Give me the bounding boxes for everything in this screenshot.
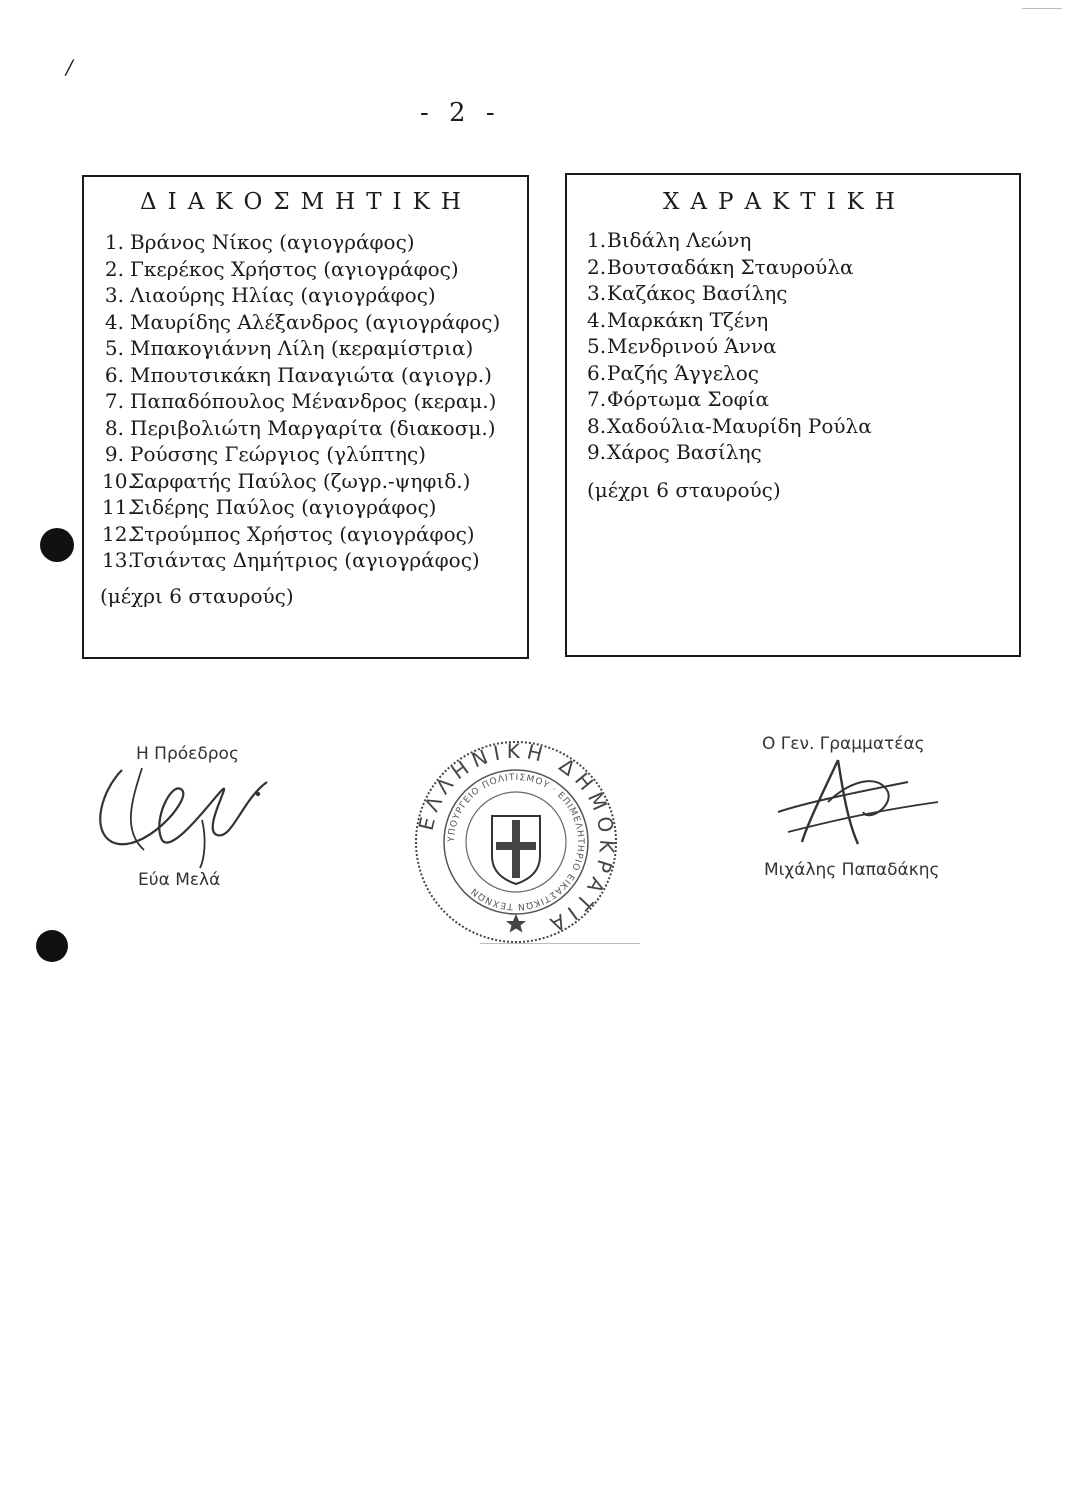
box-title: ΧΑΡΑΚΤΙΚΗ: [663, 189, 906, 215]
list-item: [102, 309, 500, 336]
list-item: [102, 362, 500, 389]
item-number: 6.: [587, 360, 607, 385]
list-item: [587, 386, 872, 413]
item-number: 8.: [104, 415, 124, 440]
item-number: 4.: [587, 307, 607, 332]
scan-artifact-line: [480, 943, 640, 944]
list-item: [102, 441, 500, 468]
item-number: 7.: [104, 389, 124, 413]
list-item: [102, 468, 500, 495]
item-text: Βουτσαδάκη Σταυρούλα: [607, 254, 854, 279]
list-item: [102, 547, 500, 574]
page-number: - 2 -: [420, 98, 501, 128]
item-number: 13.: [102, 548, 134, 572]
item-number: 7.: [587, 387, 607, 411]
item-text: Μενδρινού Άννα: [607, 334, 777, 358]
box-title: ΔΙΑΚΟΣΜΗΤΙΚΗ: [140, 189, 472, 215]
item-text: Ρούσσης Γεώργιος (γλύπτης): [130, 442, 426, 466]
official-seal-icon: [412, 738, 620, 946]
item-text: Βράνος Νίκος (αγιογράφος): [130, 230, 415, 254]
list-item: [587, 413, 872, 440]
engraving-box: [565, 173, 1021, 657]
punch-hole-icon: [36, 930, 68, 962]
item-number: 10.: [102, 468, 134, 493]
item-number: 3.: [104, 283, 124, 307]
candidate-list: [587, 227, 872, 466]
item-text: Ραζής Άγγελος: [607, 360, 759, 385]
list-item: [102, 415, 500, 442]
list-item: [102, 494, 500, 521]
item-text: Καζάκος Βασίλης: [607, 281, 788, 305]
decorative-arts-box: [82, 175, 529, 659]
president-name: Εύα Μελά: [138, 870, 221, 890]
punch-hole-icon: [40, 528, 74, 562]
item-text: Φόρτωμα Σοφία: [607, 387, 769, 411]
item-text: Σιδέρης Παύλος (αγιογράφος): [130, 495, 437, 519]
item-text: Γκερέκος Χρήστος (αγιογράφος): [130, 256, 459, 281]
item-text: Σαρφατής Παύλος (ζωγρ.-ψηφιδ.): [130, 468, 471, 493]
list-item: [102, 521, 500, 548]
secretary-role: Ο Γεν. Γραμματέας: [762, 734, 925, 754]
item-number: 12.: [102, 521, 134, 546]
item-number: 9.: [104, 442, 124, 466]
item-number: 5.: [104, 336, 124, 360]
item-number: 2.: [587, 254, 607, 279]
item-text: Λιαούρης Ηλίας (αγιογράφος): [130, 283, 436, 307]
seal-outer-text: ΕΛΛΗΝΙΚΗ ΔΗΜΟΚΡΑΤΙΑ: [413, 738, 620, 940]
item-text: Χάρος Βασίλης: [607, 440, 762, 464]
item-number: 3.: [587, 281, 607, 305]
vote-limit-note: (μέχρι 6 σταυρούς): [100, 584, 294, 608]
list-item: [102, 256, 500, 283]
secretary-signature-icon: [768, 752, 948, 852]
item-text: Μαυρίδης Αλέξανδρος (αγιογράφος): [130, 309, 501, 334]
list-item: [587, 439, 872, 466]
item-number: 8.: [587, 413, 607, 438]
list-item: [102, 229, 500, 256]
list-item: [587, 227, 872, 254]
item-text: Τσιάντας Δημήτριος (αγιογράφος): [130, 548, 480, 572]
item-text: Χαδούλια-Μαυρίδη Ρούλα: [607, 413, 872, 438]
scan-artifact-line: [1022, 8, 1062, 9]
margin-mark: /: [66, 55, 73, 79]
item-number: 11.: [102, 495, 134, 519]
item-number: 1.: [104, 230, 124, 254]
item-number: 6.: [104, 362, 124, 387]
item-text: Βιδάλη Λεώνη: [607, 228, 752, 252]
candidate-list: [102, 229, 500, 574]
list-item: [102, 335, 500, 362]
list-item: [587, 280, 872, 307]
item-number: 4.: [104, 309, 124, 334]
item-number: 5.: [587, 334, 607, 358]
list-item: [587, 360, 872, 387]
item-number: 9.: [587, 440, 607, 464]
list-item: [102, 282, 500, 309]
item-text: Στρούμπος Χρήστος (αγιογράφος): [130, 521, 475, 546]
item-number: 2.: [104, 256, 124, 281]
item-text: Παπαδόπουλος Μένανδρος (κεραμ.): [130, 389, 497, 413]
list-item: [587, 307, 872, 334]
list-item: [587, 254, 872, 281]
list-item: [102, 388, 500, 415]
item-text: Μπουτσικάκη Παναγιώτα (αγιογρ.): [130, 362, 492, 387]
list-item: [587, 333, 872, 360]
item-text: Περιβολιώτη Μαργαρίτα (διακοσμ.): [130, 415, 496, 440]
vote-limit-note: (μέχρι 6 σταυρούς): [587, 478, 781, 502]
item-number: 1.: [587, 228, 607, 252]
seal-inner-text: ΥΠΟΥΡΓΕΙΟ ΠΟΛΙΤΙΣΜΟΥ · ΕΠΙΜΕΛΗΤΗΡΙΟ ΕΙΚΑΣΤΙΚΩΝ ΤΕΧΝΩΝ: [446, 772, 586, 912]
item-text: Μαρκάκη Τζένη: [607, 307, 769, 332]
secretary-name: Μιχάλης Παπαδάκης: [764, 860, 940, 880]
president-signature-icon: [82, 760, 282, 872]
president-role: Η Πρόεδρος: [136, 744, 239, 764]
item-text: Μπακογιάννη Λίλη (κεραμίστρια): [130, 336, 474, 360]
